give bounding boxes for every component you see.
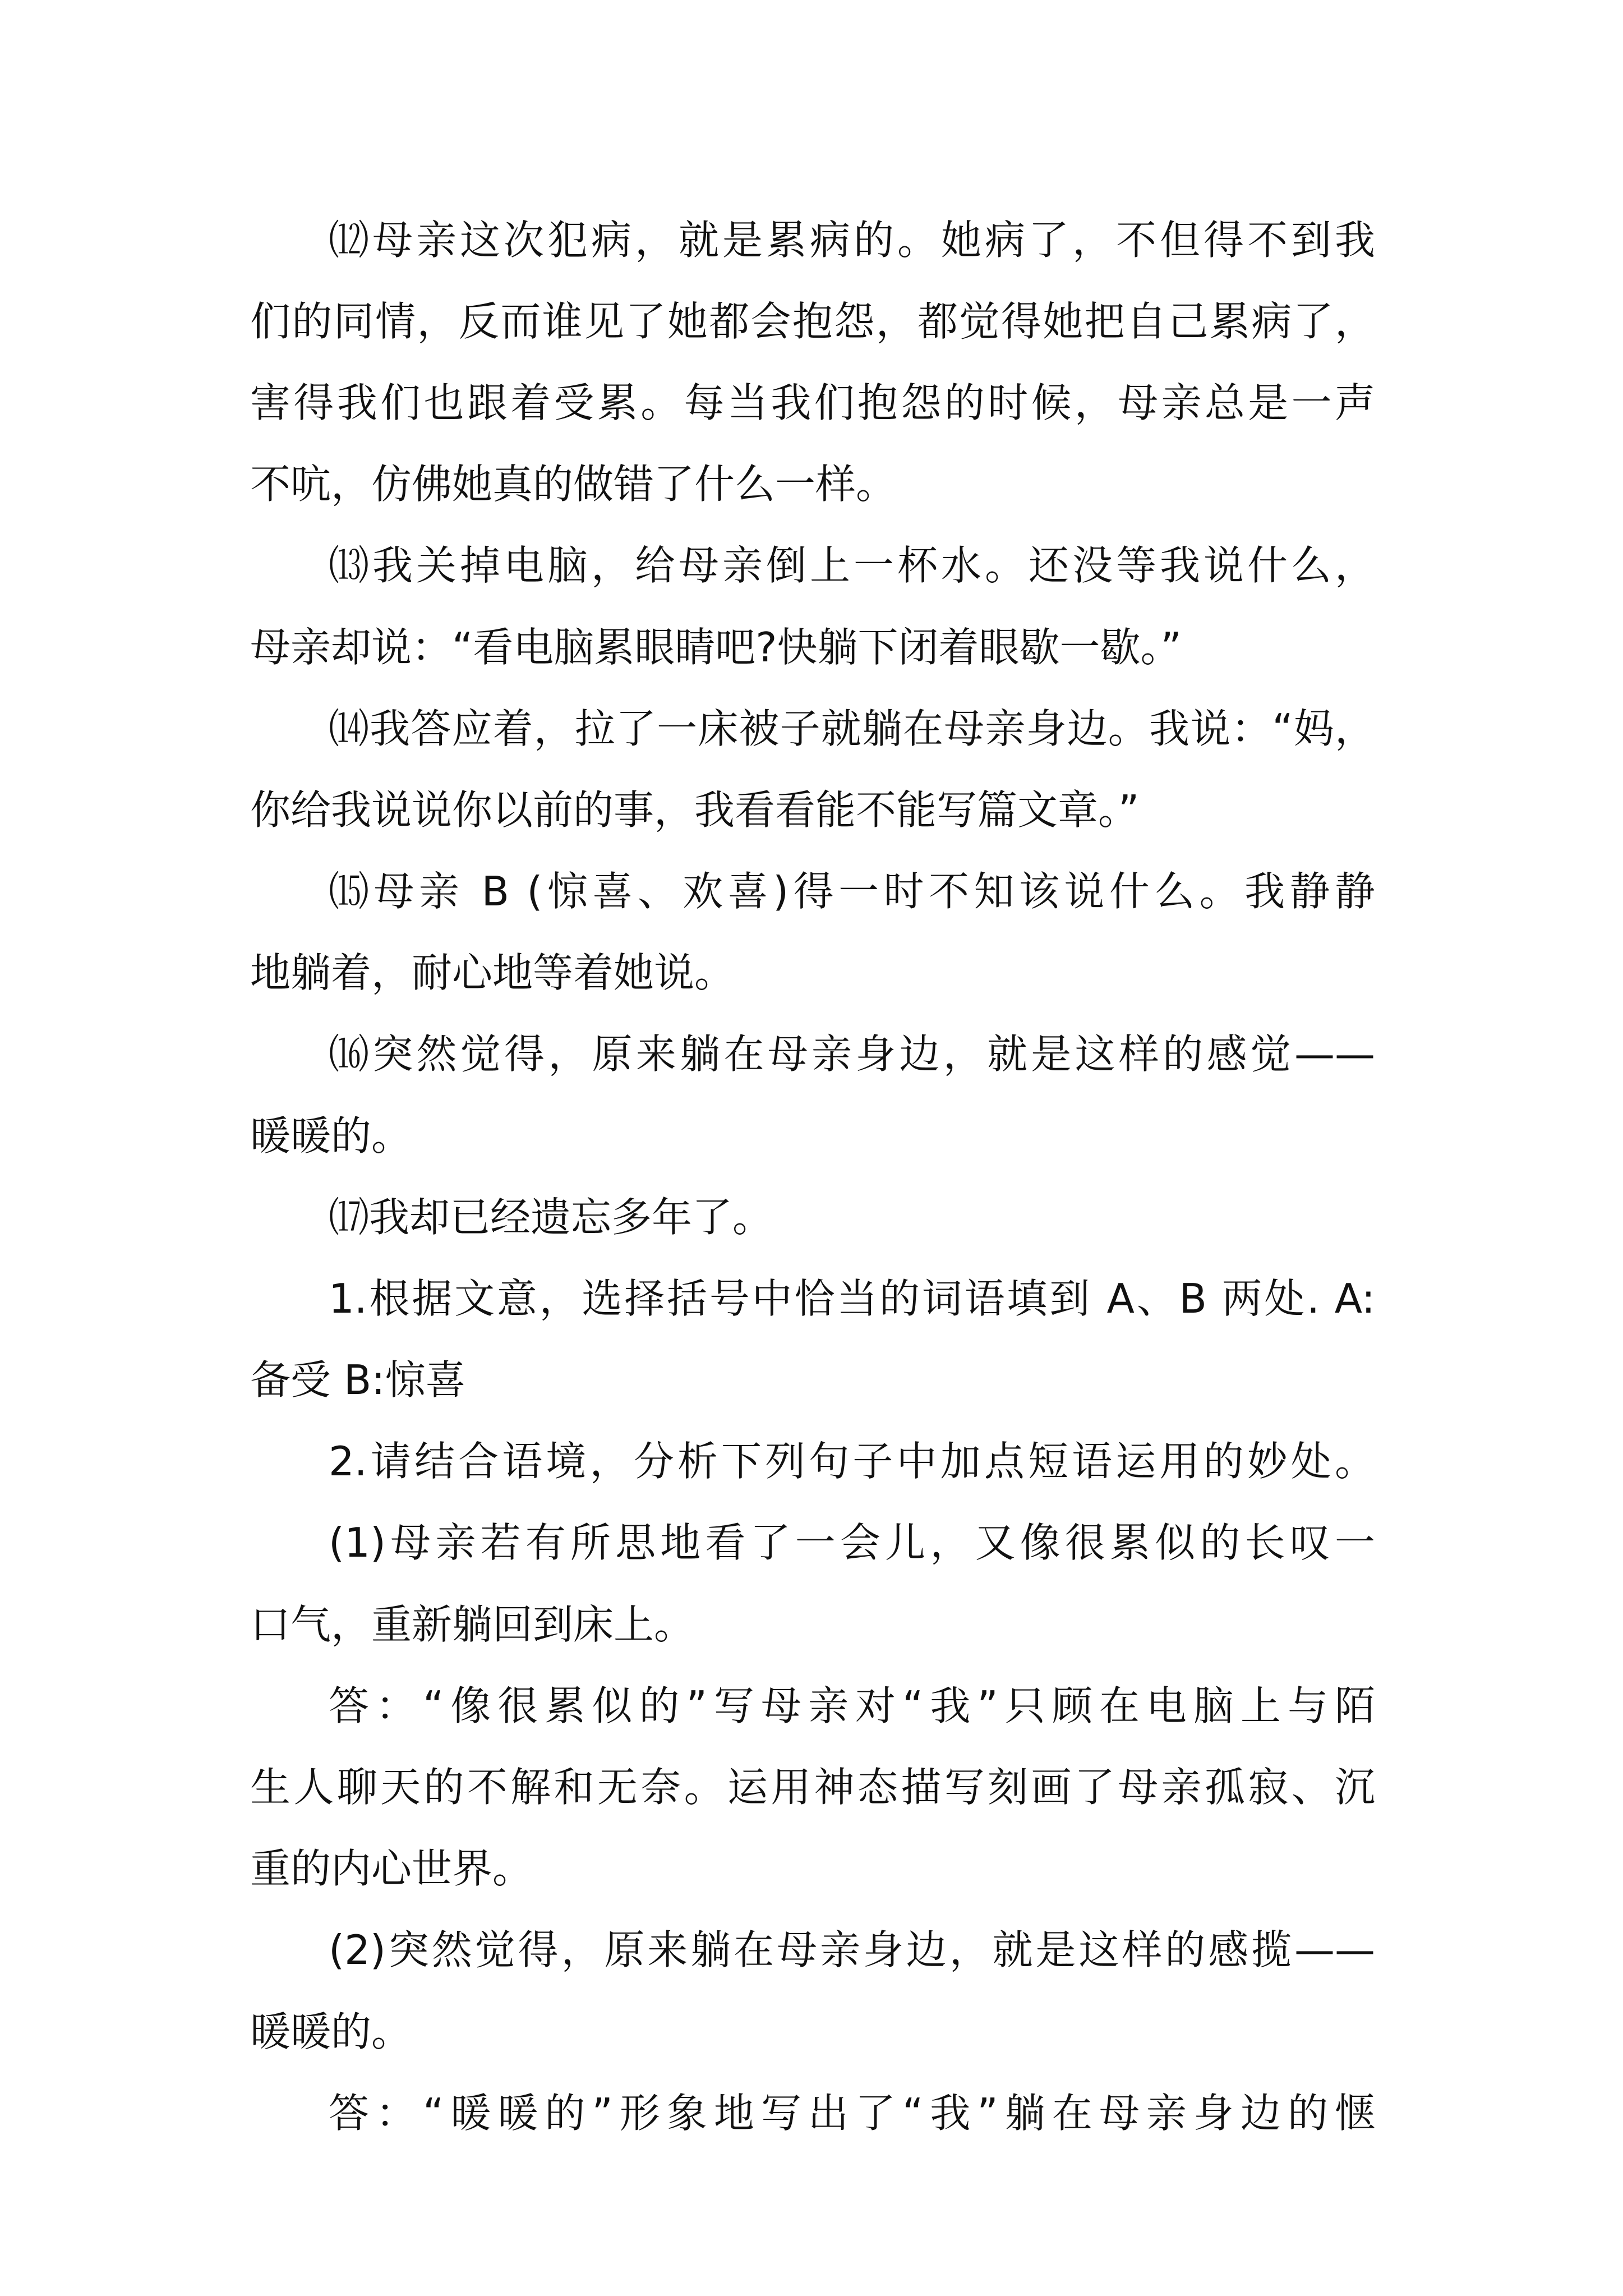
text-line: 口气，重新躺回到床上。 [250,1601,695,1648]
text-line: 暖暖的。 [250,1112,412,1159]
text-line: ⒄我却已经遗忘多年了。 [329,1194,773,1241]
text-line: 答：“像很累似的”写母亲对“我”只顾在电脑上与陌 [329,1682,1375,1729]
text-line: 暖暖的。 [250,2008,412,2055]
text-line: 地躺着，耐心地等着她说。 [250,949,735,996]
text-line: ⑿母亲这次犯病，就是累病的。她病了，不但得不到我 [329,217,1375,264]
text-line: 害得我们也跟着受累。每当我们抱怨的时候，母亲总是一声 [250,379,1375,426]
text-line: 2.请结合语境，分析下列句子中加点短语运用的妙处。 [329,1438,1375,1485]
text-line: (2)突然觉得，原来躺在母亲身边，就是这样的感揽—— [329,1926,1375,1973]
text-line: 你给我说说你以前的事，我看看能不能写篇文章。” [250,786,1140,834]
text-line: ⒀我关掉电脑，给母亲倒上一杯水。还没等我说什么， [329,542,1375,589]
text-line: 答：“暖暖的”形象地写出了“我”躺在母亲身边的惬 [329,2090,1375,2137]
text-line: ⒃突然觉得，原来躺在母亲身边，就是这样的感觉—— [329,1030,1375,1078]
text-line: ⒂母亲 B (惊喜、欢喜)得一时不知该说什么。我静静 [329,868,1375,915]
text-line: 1.根据文意，选择括号中恰当的词语填到 A、B 两处. A: [329,1275,1375,1322]
text-line: 们的同情，反而谁见了她都会抱怨，都觉得她把自己累病了， [250,298,1375,345]
text-line: 母亲却说：“看电脑累眼睛吧?快躺下闭着眼歇一歇。” [250,624,1182,671]
text-line: 生人聊天的不解和无奈。运用神态描写刻画了母亲孤寂、沉 [250,1764,1375,1811]
text-line: ⒁我答应着，拉了一床被子就躺在母亲身边。我说：“妈， [329,705,1375,752]
text-line: 不吭，仿佛她真的做错了什么一样。 [250,461,897,508]
text-line: 重的内心世界。 [250,1845,533,1892]
text-line: (1)母亲若有所思地看了一会儿，又像很累似的长叹一 [329,1519,1375,1566]
text-line: 备受 B:惊喜 [250,1356,466,1404]
